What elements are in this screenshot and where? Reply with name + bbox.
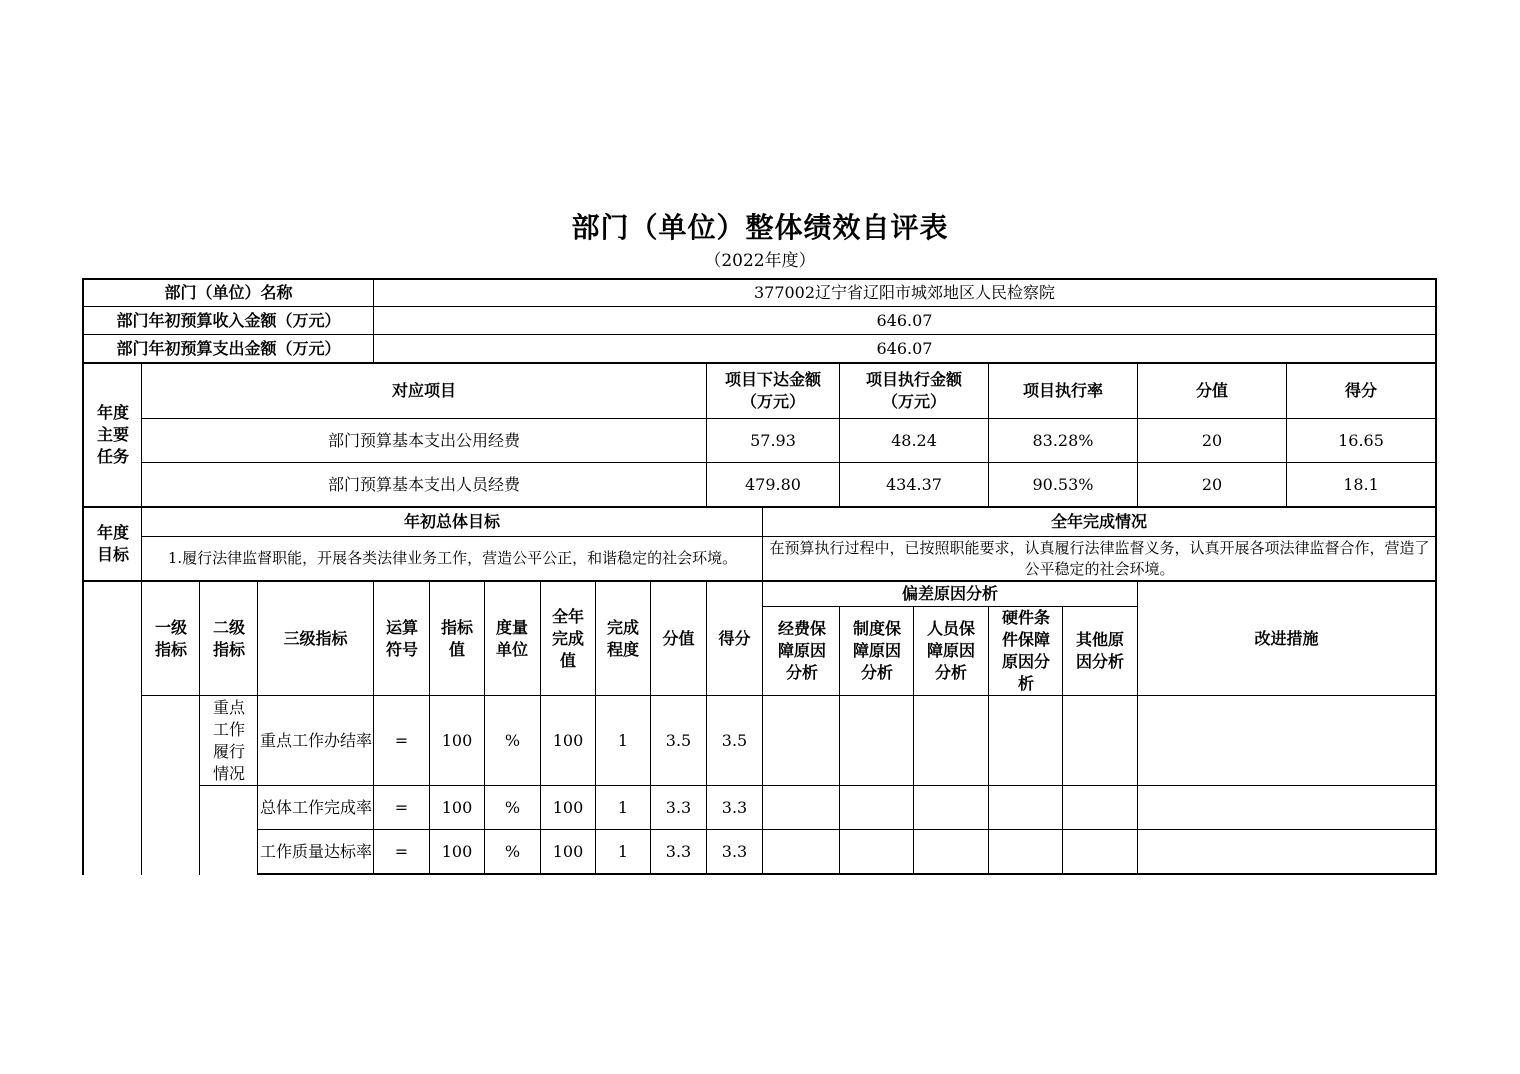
ind-header-improve: 改进措施 bbox=[1254, 628, 1319, 648]
task-row-score: 16.65 bbox=[1338, 430, 1384, 450]
ind-header-other: 其他原因分析 bbox=[1075, 630, 1124, 671]
ind-row-points: 3.5 bbox=[665, 730, 692, 750]
goals-target-text: 1.履行法律监督职能，开展各类法律业务工作，营造公平公正，和谐稳定的社会环境。 bbox=[167, 549, 738, 567]
task-row-project: 部门预算基本支出公用经费 bbox=[327, 430, 520, 450]
ind-row-degree: 1 bbox=[617, 730, 629, 750]
ind-row-score: 3.3 bbox=[721, 797, 748, 817]
task-row-points: 20 bbox=[1201, 430, 1223, 450]
ind-row-name: 工作质量达标率 bbox=[260, 841, 373, 861]
ind-header-personnel: 人员保障原因分析 bbox=[926, 619, 975, 682]
ind-header-operator: 运算符号 bbox=[385, 617, 418, 659]
goals-target-header: 年初总体目标 bbox=[403, 512, 500, 531]
ind-row-actual: 100 bbox=[552, 797, 584, 817]
ind-header-system: 制度保障原因分析 bbox=[852, 619, 901, 682]
task-row-executed: 434.37 bbox=[886, 474, 942, 494]
task-row-rate: 90.53% bbox=[1032, 474, 1094, 494]
ind-row-target: 100 bbox=[441, 797, 473, 817]
ind-row-score: 3.5 bbox=[721, 730, 748, 750]
ind-row-score: 3.3 bbox=[721, 841, 748, 861]
ind-row-name: 总体工作完成率 bbox=[260, 797, 373, 817]
tasks-header-executed: 项目执行金额（万元） bbox=[865, 370, 962, 411]
ind-row-points: 3.3 bbox=[665, 797, 692, 817]
unit-name-label: 部门（单位）名称 bbox=[164, 283, 293, 302]
task-row-issued: 479.80 bbox=[745, 474, 801, 494]
tasks-header-score: 得分 bbox=[1344, 381, 1377, 400]
task-row-issued: 57.93 bbox=[750, 430, 796, 450]
ind-row-unit: % bbox=[504, 730, 521, 750]
ind-row-op: = bbox=[394, 841, 409, 861]
ind-header-points: 分值 bbox=[662, 628, 695, 648]
ind-row-op: = bbox=[394, 730, 409, 750]
ind-row-actual: 100 bbox=[552, 841, 584, 861]
ind-row-unit: % bbox=[504, 841, 521, 861]
goals-section-label: 年度目标 bbox=[96, 523, 129, 564]
goals-completion-text: 在预算执行过程中，已按照职能要求，认真履行法律监督义务，认真开展各项法律监督合作，营造了公平稳定的社会环境。 bbox=[769, 538, 1430, 578]
tasks-section-label: 年度主要任务 bbox=[96, 403, 129, 466]
ind-header-unit: 度量单位 bbox=[495, 617, 528, 659]
page-title: 部门（单位）整体绩效自评表 bbox=[571, 211, 949, 244]
task-row-rate: 83.28% bbox=[1032, 430, 1094, 450]
ind-row-points: 3.3 bbox=[665, 841, 692, 861]
ind-header-deviation: 偏差原因分析 bbox=[901, 584, 998, 603]
income-label: 部门年初预算收入金额（万元） bbox=[116, 310, 341, 330]
ind-header-funding: 经费保障原因分析 bbox=[777, 619, 826, 682]
tasks-header-points: 分值 bbox=[1195, 381, 1228, 400]
goals-completion-header: 全年完成情况 bbox=[1050, 512, 1147, 531]
ind-row-actual: 100 bbox=[552, 730, 584, 750]
task-row-score: 18.1 bbox=[1343, 474, 1379, 494]
expense-value: 646.07 bbox=[876, 338, 933, 358]
task-row-points: 20 bbox=[1201, 474, 1223, 494]
ind-header-level1: 一级指标 bbox=[154, 617, 187, 659]
ind-row-target: 100 bbox=[441, 841, 473, 861]
ind-header-target: 指标值 bbox=[440, 617, 473, 659]
level2-cell: 重点工作履行情况 bbox=[212, 697, 245, 783]
ind-header-score: 得分 bbox=[718, 628, 751, 648]
expense-label: 部门年初预算支出金额（万元） bbox=[116, 338, 341, 358]
ind-header-level3: 三级指标 bbox=[283, 628, 348, 648]
ind-row-op: = bbox=[394, 797, 409, 817]
ind-row-target: 100 bbox=[441, 730, 473, 750]
tasks-header-project: 对应项目 bbox=[391, 381, 456, 400]
tasks-header-issued: 项目下达金额（万元） bbox=[724, 370, 821, 411]
page-subtitle: （2022年度） bbox=[704, 251, 816, 271]
ind-row-unit: % bbox=[504, 797, 521, 817]
task-row-executed: 48.24 bbox=[891, 430, 937, 450]
ind-header-level2: 二级指标 bbox=[212, 617, 245, 659]
ind-header-actual: 全年完成值 bbox=[551, 606, 584, 670]
ind-header-hardware: 硬件条件保障原因分析 bbox=[1001, 608, 1050, 693]
income-value: 646.07 bbox=[876, 310, 933, 330]
unit-name-value: 377002辽宁省辽阳市城郊地区人民检察院 bbox=[753, 283, 1056, 302]
ind-row-degree: 1 bbox=[617, 841, 629, 861]
ind-row-name: 重点工作办结率 bbox=[260, 730, 373, 750]
ind-header-degree: 完成程度 bbox=[606, 617, 639, 659]
ind-row-degree: 1 bbox=[617, 797, 629, 817]
tasks-header-rate: 项目执行率 bbox=[1022, 381, 1103, 400]
task-row-project: 部门预算基本支出人员经费 bbox=[327, 474, 520, 494]
